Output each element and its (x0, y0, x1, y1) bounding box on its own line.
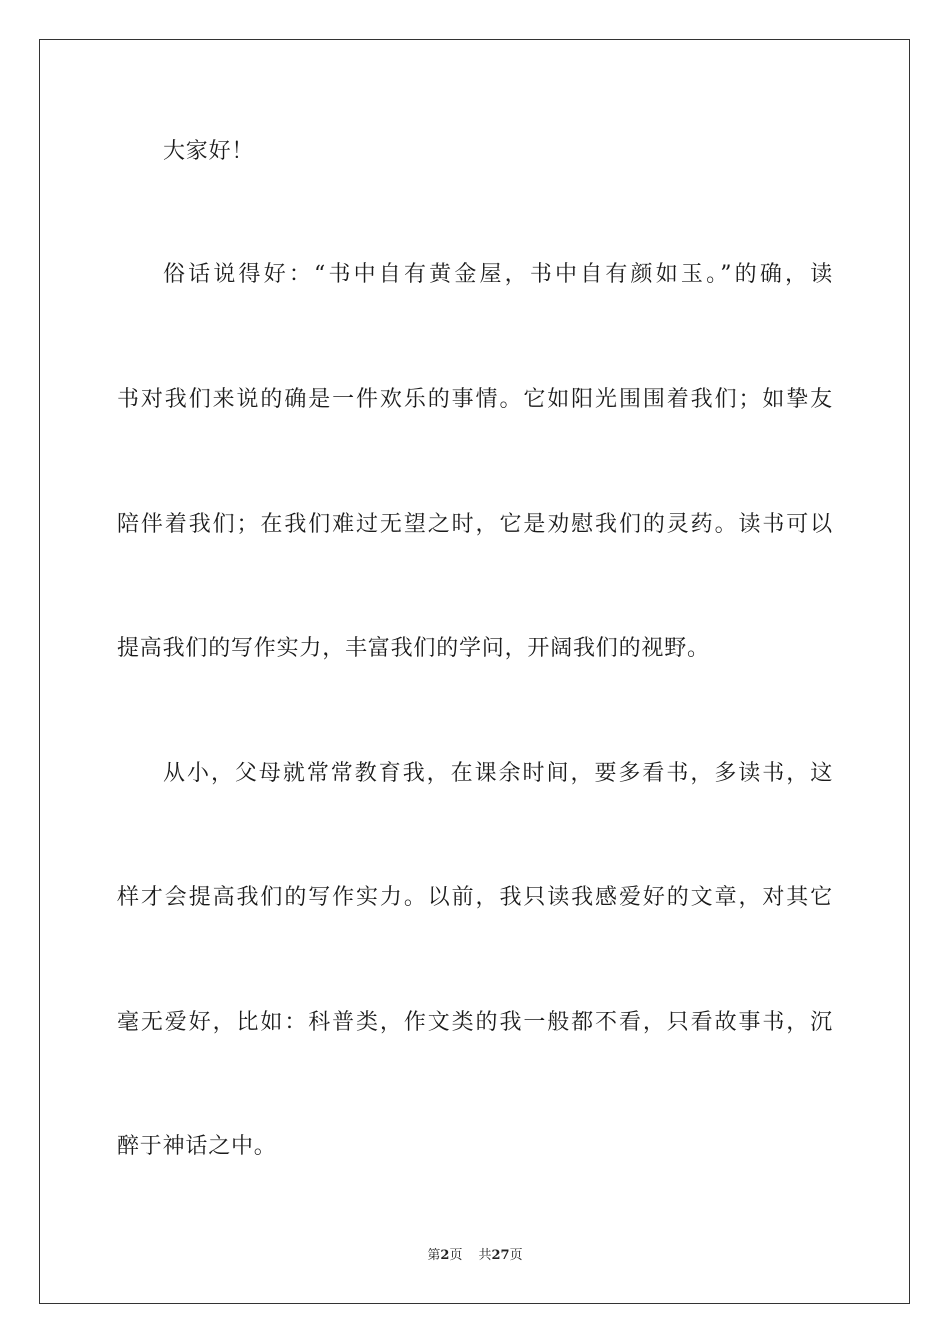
page-footer (0, 1247, 950, 1265)
total-suffix: 页 (509, 1248, 523, 1263)
page-suffix: 页 (449, 1248, 463, 1263)
paragraph-1-line-2: 书对我们来说的确是一件欢乐的事情。它如阳光围围着我们；如挚友 (117, 387, 833, 412)
paragraph-2-line-2: 样才会提高我们的写作实力。以前，我只读我感爱好的文章，对其它 (117, 885, 833, 910)
paragraph-1-line-4: 提高我们的写作实力，丰富我们的学问，开阔我们的视野。 (117, 636, 710, 661)
paragraph-2-line-3: 毫无爱好，比如：科普类，作文类的我一般都不看，只看故事书，沉 (117, 1010, 833, 1035)
greeting-line: 大家好！ (163, 139, 255, 164)
page-prefix: 第 (427, 1248, 441, 1263)
paragraph-2-line-1: 从小，父母就常常教育我，在课余时间，要多看书，多读书，这 (163, 761, 833, 786)
page-border (39, 39, 910, 1304)
total-pages: 27 (491, 1248, 510, 1263)
paragraph-1-line-3: 陪伴着我们；在我们难过无望之时，它是劝慰我们的灵药。读书可以 (117, 512, 833, 537)
total-prefix: 共 (478, 1248, 492, 1263)
paragraph-2-line-4: 醉于神话之中。 (117, 1134, 277, 1159)
paragraph-1-line-1: 俗话说得好：“书中自有黄金屋，书中自有颜如玉。”的确，读 (163, 262, 833, 287)
page-number: 2 (440, 1248, 450, 1263)
